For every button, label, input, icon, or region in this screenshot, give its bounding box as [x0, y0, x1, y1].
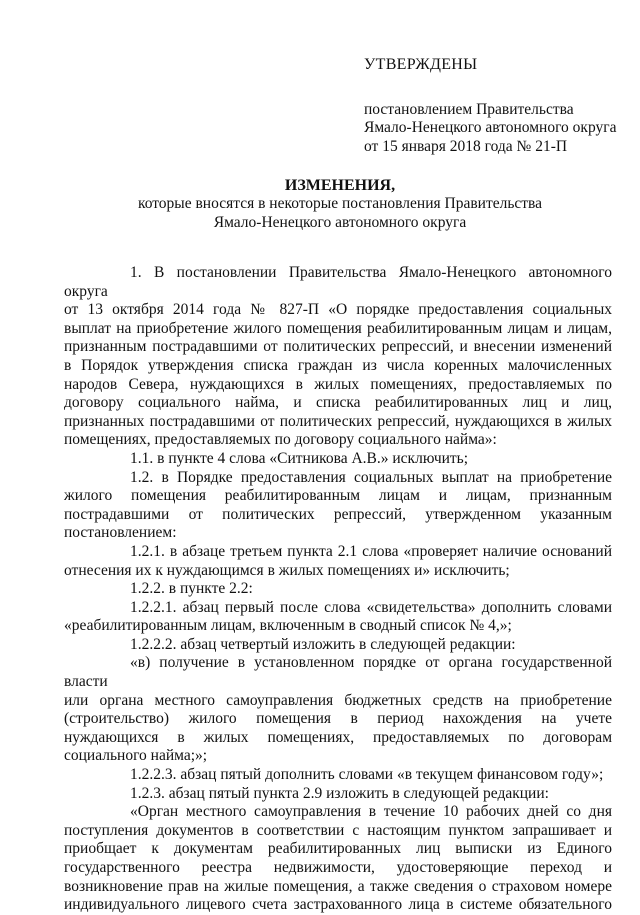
text-line: «в) получение в установленном порядке от органа государственной власти	[64, 654, 612, 691]
text-line: жилого помещения реабилитированным лицам и лицам, признанным	[64, 487, 612, 505]
text-line: 1. В постановлении Правительства Ямало-Ненецкого автономного округа	[64, 264, 612, 300]
approval-block	[364, 56, 624, 156]
title-subtitle-line: которые вносятся в некоторые постановления Правительства	[137, 195, 543, 212]
text-line: в Порядок утверждения списка граждан из числа коренных малочисленных	[64, 356, 612, 374]
text-line: 1.2.2.1. абзац первый после слова «свидетельства» дополнить словами	[130, 598, 612, 616]
text-line: 1.1. в пункте 4 слова «Ситникова А.В.» исключить;	[130, 449, 469, 467]
text-line: возникновение прав на жилые помещения, а также сведения о страховом номере	[64, 877, 612, 895]
text-line: народов Севера, нуждающихся в жилых помещениях, предоставляемых по	[64, 375, 612, 393]
text-line: «Орган местного самоуправления в течение 10 рабочих дней со дня	[130, 803, 612, 821]
title-subtitle-line: Ямало-Ненецкого автономного округа	[213, 213, 467, 231]
text-line: 1.2.2. в пункте 2.2:	[130, 580, 253, 598]
title-main: ИЗМЕНЕНИЯ,	[284, 177, 396, 194]
text-line: 1.2. в Порядке предоставления социальных выплат на приобретение	[130, 468, 612, 486]
text-line: отнесения их к нуждающимся в жилых помещениях и» исключить;	[64, 561, 510, 579]
text-line: признанным пострадавшими от политических репрессий, и внесении изменений	[64, 338, 612, 356]
text-line: индивидуального лицевого счета застрахованного лица в системе обязательного	[64, 896, 612, 914]
text-line: государственного реестра недвижимости, удостоверяющие переход и	[64, 859, 612, 876]
approval-heading: УТВЕРЖДЕНЫ	[364, 56, 478, 73]
text-line: социального найма;»;	[64, 747, 208, 765]
document-title	[60, 176, 620, 232]
text-line: поступления документов в соответствии с настоящим пунктом запрашивает и	[64, 821, 612, 839]
text-line: приобщает к документам реабилитированных лиц выписки из Единого	[64, 840, 612, 858]
approval-line: постановлением Правительства	[364, 100, 574, 118]
approval-line: Ямало-Ненецкого автономного округа	[364, 119, 617, 137]
text-line: (строительство) жилого помещения в период нахождения на учете	[64, 710, 612, 728]
text-line: 1.2.2.2. абзац четвертый изложить в следующей редакции:	[130, 635, 516, 653]
text-line: признанных пострадавшими от политических репрессий, нуждающихся в жилых	[64, 412, 612, 430]
text-line: «реабилитированным лицам, включенным в сводный список № 4,»;	[64, 617, 512, 635]
text-line: помещениях, предоставляемых по договору социального найма»:	[64, 431, 497, 449]
text-line: от 13 октября 2014 года № 827-П «О порядке предоставления социальных	[64, 301, 612, 319]
text-line: пострадавшими от политических репрессий, утвержденном указанным	[64, 505, 612, 523]
text-line: или органа местного самоуправления бюджетных средств на приобретение	[64, 691, 612, 709]
approval-line: от 15 января 2018 года № 21-П	[364, 137, 568, 155]
text-line: постановлением:	[64, 524, 177, 542]
text-line: нуждающихся в жилых помещениях, предоставляемых по договорам	[64, 728, 612, 746]
text-line: 1.2.1. в абзаце третьем пункта 2.1 слова «проверяет наличие оснований	[130, 542, 612, 560]
text-line: 1.2.3. абзац пятый пункта 2.9 изложить в следующей редакции:	[130, 784, 549, 802]
text-line: 1.2.2.3. абзац пятый дополнить словами «в текущем финансовом году»;	[130, 766, 604, 784]
text-line: договору социального найма, и списка реабилитированных лиц и лиц,	[64, 394, 612, 412]
text-line: выплат на приобретение жилого помещения реабилитированным лицам и лицам,	[64, 319, 612, 337]
document-body	[64, 264, 612, 915]
